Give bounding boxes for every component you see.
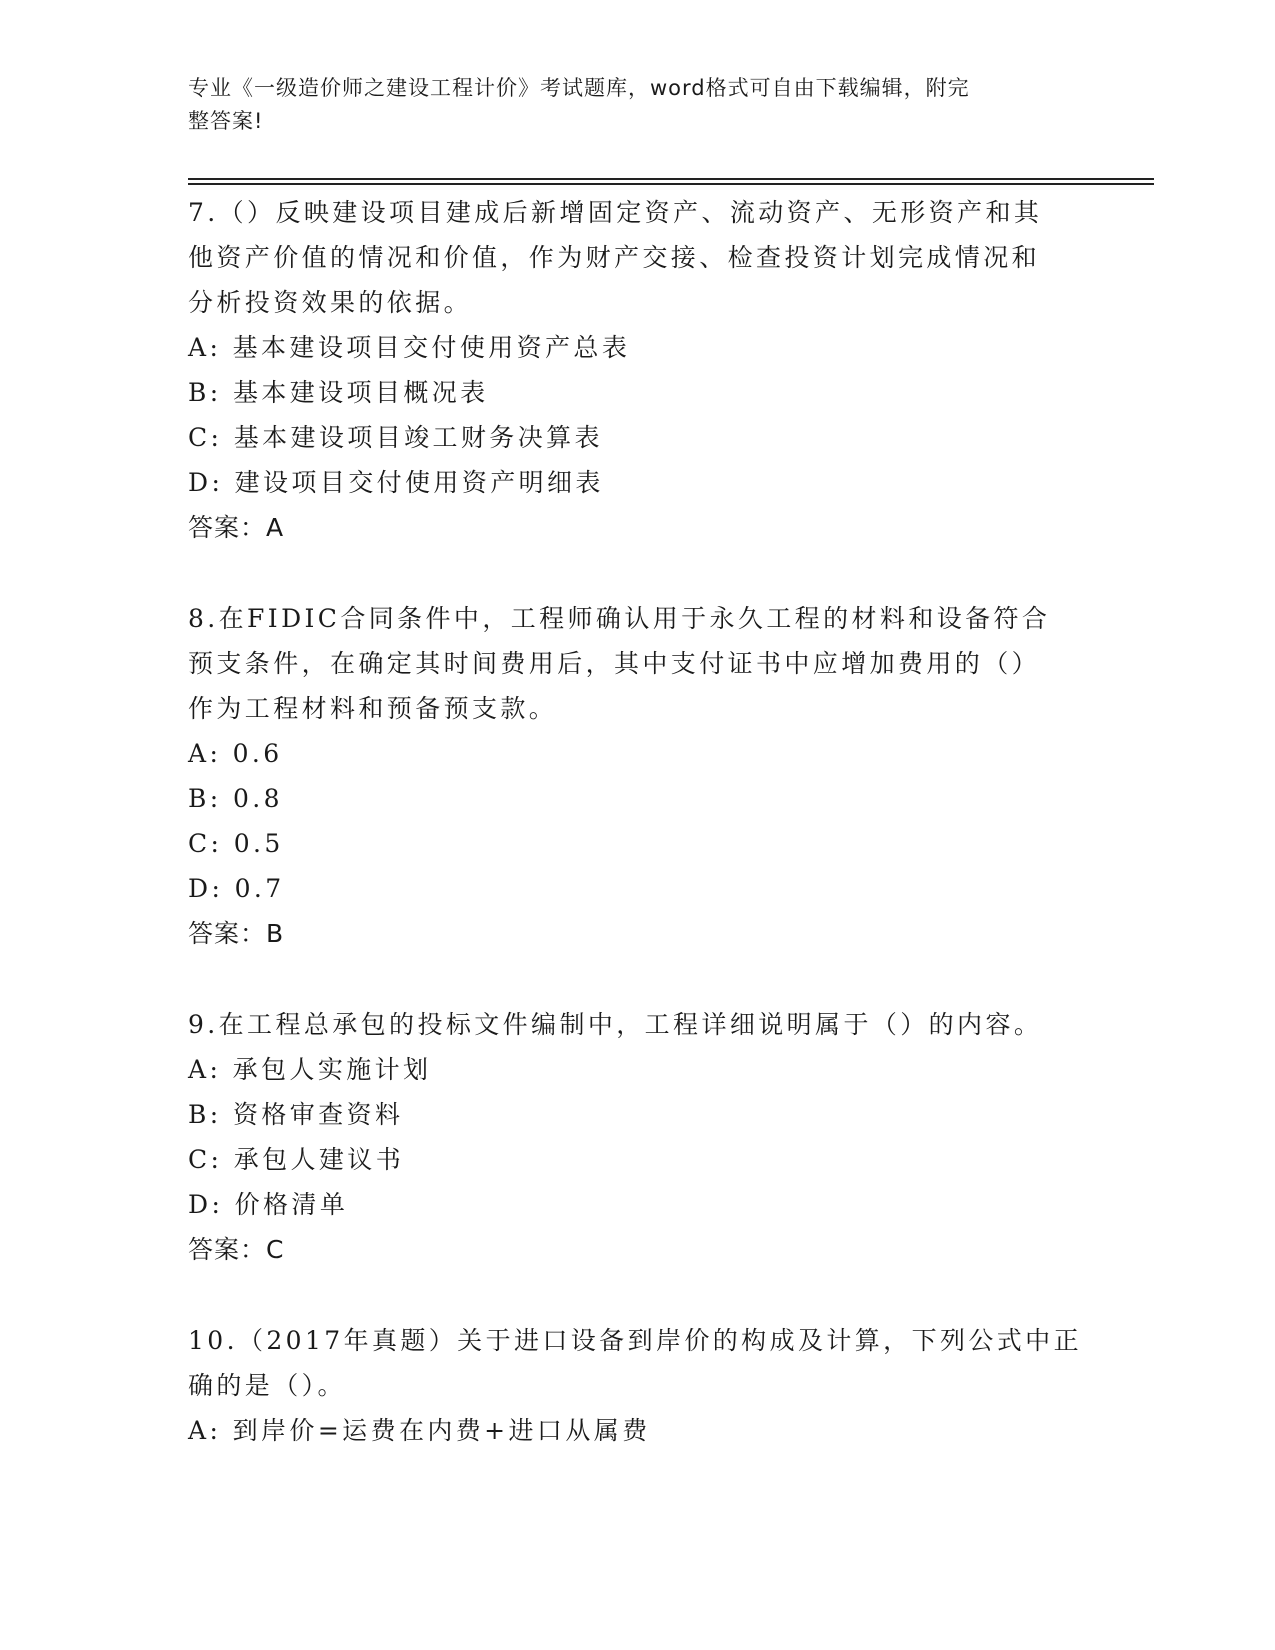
header-rule-top [188,178,1154,180]
question-text-line: 预支条件，在确定其时间费用后，其中支付证书中应增加费用的（） [188,649,1041,678]
question-10 [188,1318,1108,1453]
question-list [188,190,1108,1499]
header-line-1: 专业《一级造价师之建设工程计价》考试题库，word格式可自由下载编辑，附完 [188,76,970,100]
question-8 [188,596,1108,956]
question-text-line: 10.（2017年真题）关于进口设备到岸价的构成及计算，下列公式中正 [188,1326,1082,1355]
option-a: A: 基本建设项目交付使用资产总表 [188,333,631,362]
option-b: B: 资格审查资料 [188,1100,404,1129]
question-text-line: 他资产价值的情况和价值，作为财产交接、检查投资计划完成情况和 [188,243,1041,272]
question-9 [188,1002,1108,1272]
answer: 答案：B [188,919,285,948]
header-rule-bottom [188,183,1154,185]
question-text-line: 9.在工程总承包的投标文件编制中，工程详细说明属于（）的内容。 [188,1010,1043,1039]
question-text-line: 作为工程材料和预备预支款。 [188,694,558,723]
option-a: A: 0.6 [188,739,283,768]
document-header [188,72,1068,138]
question-text-line: 确的是（）。 [188,1371,346,1400]
option-b: B: 0.8 [188,784,283,813]
option-d: D: 价格清单 [188,1190,349,1219]
question-text-line: 8.在FIDIC合同条件中，工程师确认用于永久工程的材料和设备符合 [188,604,1051,633]
option-c: C: 0.5 [188,829,284,858]
option-d: D: 0.7 [188,874,285,903]
option-d: D: 建设项目交付使用资产明细表 [188,468,604,497]
option-a: A: 承包人实施计划 [188,1055,432,1084]
option-c: C: 承包人建议书 [188,1145,405,1174]
header-line-2: 整答案! [188,109,264,133]
answer: 答案：A [188,513,285,542]
option-a: A: 到岸价=运费在内费+进口从属费 [188,1416,651,1445]
answer: 答案：C [188,1235,285,1264]
question-text-line: 分析投资效果的依据。 [188,288,473,317]
question-7 [188,190,1108,550]
option-b: B: 基本建设项目概况表 [188,378,489,407]
question-text-line: 7.（）反映建设项目建成后新增固定资产、流动资产、无形资产和其 [188,198,1043,227]
option-c: C: 基本建设项目竣工财务决算表 [188,423,603,452]
